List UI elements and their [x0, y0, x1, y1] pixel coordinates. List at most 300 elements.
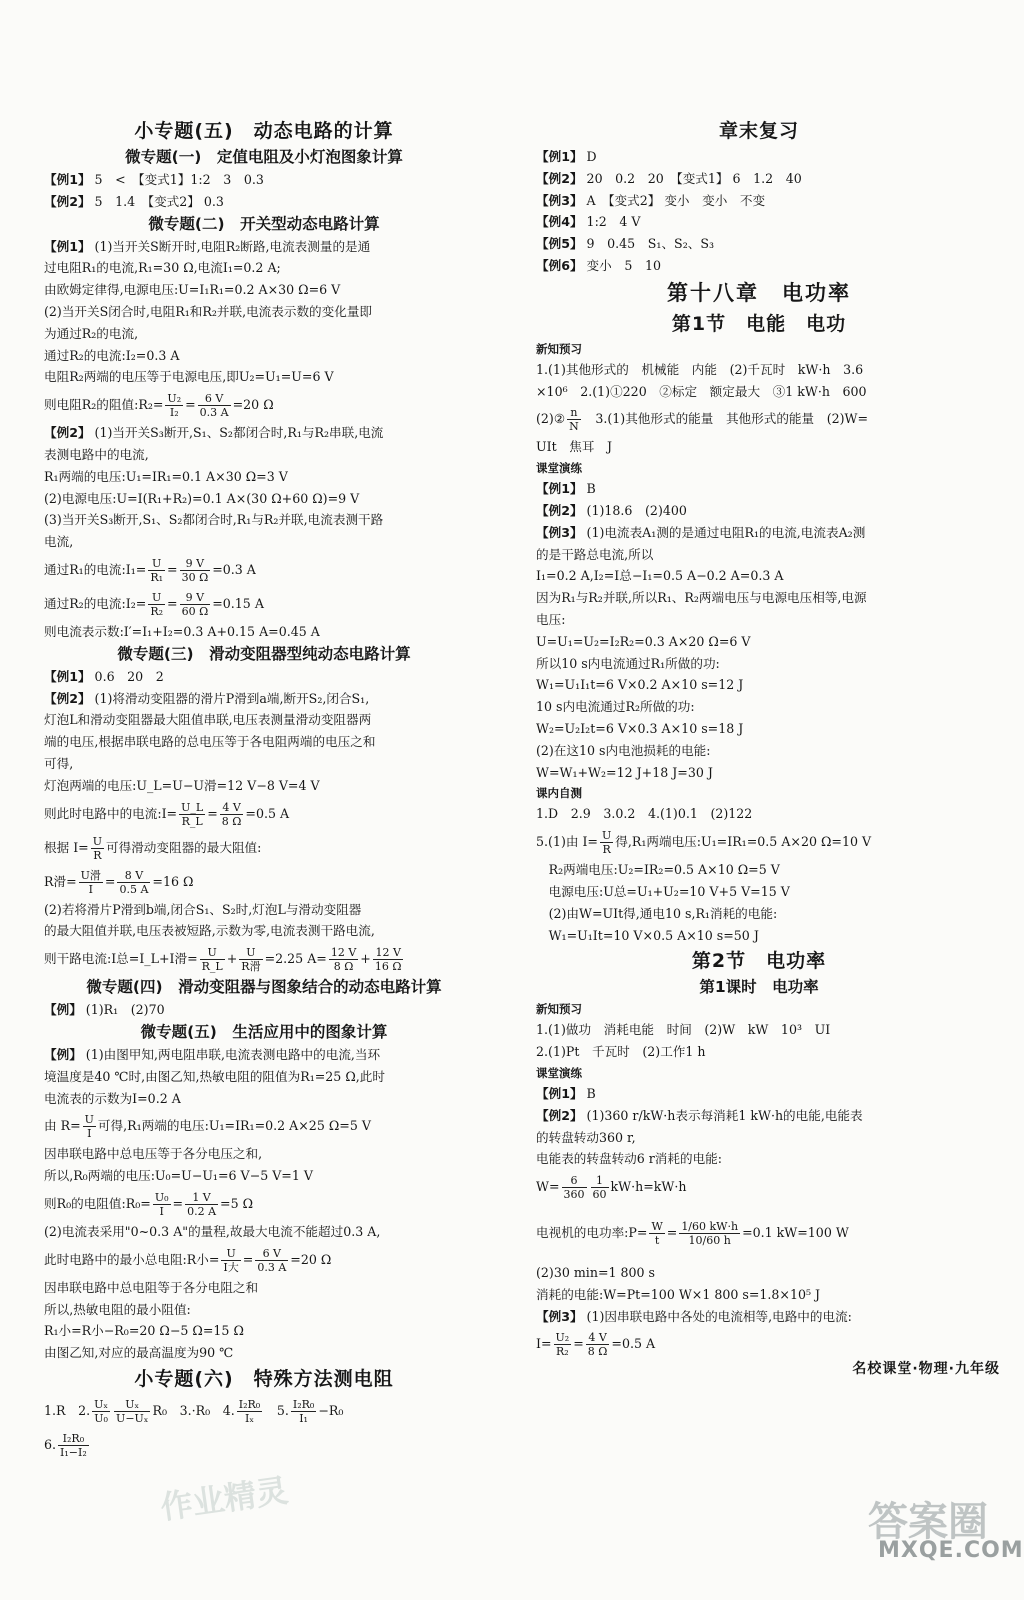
answer-line — [44, 587, 484, 621]
example-tag: 【例2】 — [44, 193, 91, 209]
answer-line — [536, 478, 982, 500]
fraction-denominator: R滑 — [241, 960, 261, 974]
answer-line — [44, 920, 484, 942]
fraction-numerator: Uₓ — [94, 1397, 109, 1411]
answer-line — [536, 544, 982, 566]
answer-line — [44, 775, 484, 797]
line-text: = — [167, 561, 178, 577]
line-text: 表测电路中的电流, — [44, 446, 149, 462]
line-text: (1)18.6 (2)400 — [582, 502, 687, 518]
fraction-numerator: U_L — [181, 800, 204, 814]
answer-line — [44, 831, 484, 865]
answer-line — [44, 1143, 484, 1165]
fraction-denominator: 0.2 A — [187, 1204, 217, 1218]
answer-line — [44, 1320, 484, 1342]
line-text: =20 Ω — [290, 1251, 332, 1267]
fraction — [148, 591, 165, 618]
line-text: 通过R₂的电流:I₂= — [44, 595, 147, 611]
line-text: =0.5 A — [245, 805, 290, 821]
line-text: 1.R 2. — [44, 1402, 91, 1418]
line-text: 可得, — [44, 755, 74, 771]
answer-line — [44, 1342, 484, 1364]
line-text: 电能表的转盘转动6 r消耗的电能: — [536, 1151, 722, 1167]
answer-line — [536, 359, 982, 381]
line-text: 所以10 s内电流通过R₁所做的功: — [536, 655, 720, 671]
answer-line — [536, 674, 982, 696]
answer-line — [44, 388, 484, 422]
fraction-denominator: 0.5 A — [119, 882, 149, 896]
example-tag: 【例5】 — [536, 236, 583, 252]
line-text: 则R₀的电阻值:R₀= — [44, 1195, 151, 1211]
fraction-numerator: U滑 — [80, 868, 101, 882]
line-text: 则电阻R₂的阻值:R₂= — [44, 397, 164, 413]
fraction-denominator: 8 Ω — [587, 1345, 608, 1359]
right-column — [536, 116, 982, 1361]
fraction-denominator: U−Uₓ — [116, 1411, 149, 1425]
line-text: W=W₁+W₂=12 J+18 J=30 J — [536, 764, 713, 780]
fraction-numerator: I₂R₀ — [58, 1432, 89, 1446]
line-text: 消耗的电能:W=Pt=100 W×1 800 s=1.8×10⁵ J — [536, 1286, 821, 1302]
example-tag: 【例2】 — [536, 502, 583, 518]
example-tag: 【例2】 — [44, 425, 91, 441]
line-text: (1)因串联电路中各处的电流相等,电路中的电流: — [582, 1308, 852, 1324]
example-tag: 【例1】 — [44, 238, 91, 254]
line-text: kW·h — [653, 1179, 687, 1195]
fraction-numerator: U — [200, 946, 225, 960]
answer-line — [44, 731, 484, 753]
fraction-denominator: I₁−I₂ — [60, 1445, 87, 1459]
fraction — [600, 829, 613, 856]
section-heading: 第1节 电能 电功 — [671, 312, 847, 335]
answer-line — [536, 255, 982, 277]
answer-line — [44, 323, 484, 345]
line-text: −R₀ — [318, 1402, 344, 1418]
fraction-numerator: 6 — [562, 1174, 587, 1188]
line-text: = — [172, 1195, 184, 1211]
answer-line — [44, 509, 484, 531]
line-text: 的最大阻值并联,电压表被短路,示数为零,电流表测干路电流, — [44, 923, 375, 939]
fraction — [649, 1220, 664, 1247]
answer-line — [44, 709, 484, 731]
answer-line — [536, 1148, 982, 1170]
fraction-denominator: R₂ — [150, 604, 164, 618]
answer-line — [536, 925, 982, 947]
line-text: B — [582, 481, 596, 497]
answer-line — [44, 422, 484, 444]
example-tag: 【例2】 — [44, 690, 91, 706]
section-heading: 章末复习 — [718, 120, 799, 142]
section-label: 课内自测 — [536, 786, 582, 801]
answer-line — [44, 236, 484, 258]
answer-line — [44, 191, 484, 213]
line-text: (2)在这10 s内电池损耗的电能: — [536, 742, 711, 758]
line-text: = — [104, 873, 116, 889]
footer-series-title: 名校课堂·物理·九年级 — [852, 1361, 1000, 1377]
line-text: 通过R₂的电流:I₂=0.3 A — [44, 347, 180, 363]
line-text: + — [226, 951, 238, 967]
answer-line — [44, 621, 484, 643]
example-tag: 【例1】 — [536, 149, 583, 164]
answer-line — [44, 1221, 484, 1243]
line-text: =5 Ω — [220, 1195, 254, 1211]
answer-line — [44, 899, 484, 921]
fraction-numerator: 12 V — [373, 946, 404, 960]
line-text: 由 R= — [44, 1118, 81, 1134]
answer-line — [536, 825, 982, 859]
answer-line — [536, 1306, 982, 1328]
fraction-numerator: 8 V — [117, 869, 150, 883]
line-text: 电流, — [44, 534, 74, 550]
line-text: 0.6 20 2 — [90, 668, 164, 684]
line-text: (2)电流表采用"0~0.3 A"的量程,故最大电流不能超过0.3 A, — [44, 1223, 381, 1239]
line-text: = — [242, 1251, 254, 1267]
fraction — [220, 801, 244, 828]
line-text: =20 Ω — [232, 397, 274, 413]
answer-line — [536, 653, 982, 675]
answer-line — [536, 881, 982, 903]
fraction — [562, 1174, 587, 1201]
fraction — [255, 1247, 288, 1274]
fraction-denominator: 16 Ω — [374, 960, 402, 974]
answer-line — [44, 1243, 484, 1277]
line-text: 所以,R₀两端的电压:U₀=U−U₁=6 V−5 V=1 V — [44, 1168, 313, 1184]
fraction-denominator: R_L — [201, 960, 223, 974]
answer-line — [536, 146, 982, 168]
fraction-numerator: U₂ — [167, 392, 182, 406]
answer-line — [44, 1109, 484, 1143]
fraction-denominator: 30 Ω — [181, 570, 209, 584]
line-text: = — [573, 1336, 584, 1352]
line-text: 所以,热敏电阻的最小阻值: — [44, 1301, 191, 1317]
answer-line — [536, 762, 982, 784]
line-text: (2)若将滑片P滑到b端,闭合S₁、S₂时,灯泡L与滑动变阻器 — [44, 901, 362, 917]
answer-line — [536, 740, 982, 762]
line-text: 则此时电路中的电流:I= — [44, 805, 178, 821]
answer-line — [44, 257, 484, 279]
fraction — [198, 392, 231, 419]
line-text: 的是干路总电流,所以 — [536, 546, 654, 562]
answer-line — [44, 865, 484, 899]
answer-line — [44, 753, 484, 775]
fraction-numerator: U — [92, 834, 102, 848]
line-text: (2)由W=UIt得,通电10 s,R₁消耗的电能: — [536, 905, 778, 921]
section-label: 新知预习 — [536, 341, 582, 356]
fraction — [221, 1247, 240, 1274]
answer-line — [44, 279, 484, 301]
line-text: 由欧姆定律得,电源电压:U=I₁R₁=0.2 A×30 Ω=6 V — [44, 282, 341, 298]
fraction — [83, 1113, 96, 1140]
fraction — [148, 557, 165, 584]
answer-line — [536, 587, 982, 609]
answer-line — [536, 1327, 982, 1361]
line-text: =0.5 A — [611, 1336, 656, 1352]
answer-line — [536, 718, 982, 740]
line-text: B — [582, 1085, 596, 1101]
section-heading: 微专题(三) 滑动变阻器型纯动态电路计算 — [117, 644, 411, 663]
line-text: 5 < 【变式1】1:2 3 0.3 — [90, 172, 264, 187]
fraction-denominator: 8 Ω — [333, 960, 354, 974]
fraction — [58, 1432, 89, 1459]
watermark-zuoye: 作业精灵 — [158, 1471, 291, 1527]
example-tag: 【例3】 — [536, 192, 583, 208]
fraction-denominator: U₀ — [94, 1411, 108, 1425]
answer-line — [536, 1204, 982, 1262]
line-text: (1)R₁ (2)70 — [81, 1002, 165, 1018]
fraction — [237, 1398, 262, 1425]
answer-line — [536, 609, 982, 631]
answer-line — [44, 1165, 484, 1187]
answer-line — [44, 1277, 484, 1299]
line-text: 因为R₁与R₂并联,所以R₁、R₂两端电压与电源电压相等,电源 — [536, 590, 867, 606]
example-tag: 【例3】 — [536, 524, 583, 540]
answer-line — [536, 1019, 982, 1041]
answer-line — [44, 688, 484, 710]
line-text: 10 s内电流通过R₂所做的功: — [536, 699, 695, 715]
fraction-numerator: 9 V — [180, 591, 211, 605]
fraction — [165, 392, 183, 419]
line-text: 因串联电路中总电压等于各分电压之和, — [44, 1146, 263, 1162]
answer-line — [536, 190, 982, 212]
fraction-denominator: I — [159, 1204, 164, 1218]
fraction-numerator: U — [601, 829, 612, 843]
line-text: (1)当开关S₃断开,S₁、S₂都闭合时,R₁与R₂串联,电流 — [90, 425, 384, 441]
fraction-denominator: N — [569, 420, 579, 434]
answer-line — [536, 436, 982, 458]
line-text: D — [582, 149, 597, 164]
line-text: 根据 I= — [44, 839, 89, 855]
line-text: (1)360 r/kW·h表示每消耗1 kW·h的电能,电能表 — [582, 1107, 863, 1123]
fraction — [185, 1191, 218, 1218]
line-text: kW·h= — [610, 1179, 654, 1195]
fraction-numerator: U — [239, 946, 262, 960]
example-tag: 【例1】 — [536, 1085, 583, 1101]
answer-line — [44, 1394, 484, 1428]
answer-line — [44, 301, 484, 323]
fraction-numerator: I₂R₀ — [238, 1397, 261, 1411]
watermark-url: MXQE.COM — [878, 1538, 1024, 1563]
answer-line — [44, 531, 484, 553]
fraction-numerator: n — [567, 406, 581, 420]
line-text: =0.3 A — [212, 561, 256, 577]
line-text: + — [360, 951, 371, 967]
section-heading: 第2节 电功率 — [691, 950, 827, 973]
fraction-denominator: R_L — [181, 814, 203, 828]
line-text: 2.(1)Pt 千瓦时 (2)工作1 h — [536, 1044, 706, 1060]
section-heading: 微专题(二) 开关型动态电路计算 — [148, 214, 380, 233]
line-text: =0.1 kW=100 W — [742, 1225, 849, 1241]
line-text: 电源电压:U总=U₁+U₂=10 V+5 V=15 V — [536, 883, 790, 899]
answer-line — [536, 903, 982, 925]
line-text: (2)电源电压:U=I(R₁+R₂)=0.1 A×(30 Ω+60 Ω)=9 V — [44, 490, 360, 506]
line-text: 得,R₁两端电压:U₁=IR₁=0.5 A×20 Ω=10 V — [615, 834, 872, 850]
line-text: R₁两端的电压:U₁=IR₁=0.1 A×30 Ω=3 V — [44, 468, 288, 484]
line-text: 电压: — [536, 611, 566, 627]
line-text: 可得滑动变阻器的最大阻值: — [106, 839, 262, 855]
fraction — [291, 1398, 316, 1425]
line-text: W= — [536, 1179, 560, 1195]
line-text: (2)② — [536, 411, 566, 427]
example-tag: 【例2】 — [536, 170, 583, 186]
fraction-numerator: U₀ — [154, 1190, 169, 1204]
line-text: 1.D 2.9 3.0.2 4.(1)0.1 (2)122 — [536, 806, 753, 822]
line-text: (2)30 min=1 800 s — [536, 1265, 656, 1281]
section-label: 课堂演练 — [536, 461, 582, 476]
line-text: ×10⁶ 2.(1)①220 ②标定 额定最大 ③1 kW·h 600 — [536, 383, 867, 399]
fraction-denominator: R — [602, 843, 611, 857]
line-text: 则干路电流:I总=I_L+I滑= — [44, 951, 198, 967]
answer-line — [536, 803, 982, 825]
line-text: 灯泡L和滑动变阻器最大阻值串联,电压表测量滑动变阻器两 — [44, 712, 372, 728]
fraction-numerator: 6 V — [255, 1247, 288, 1261]
fraction — [679, 1220, 740, 1247]
line-text: 1:2 4 V — [582, 214, 641, 230]
fraction-denominator: 60 Ω — [181, 604, 209, 618]
line-text: (1)将滑动变阻器的滑片P滑到a端,断开S₂,闭合S₁, — [90, 690, 370, 706]
answer-line — [44, 466, 484, 488]
example-tag: 【例】 — [44, 1046, 82, 1062]
fraction-denominator: 360 — [563, 1188, 585, 1202]
answer-line — [536, 1170, 982, 1204]
fraction-denominator: I₁ — [299, 1411, 308, 1425]
line-text: = — [207, 805, 218, 821]
line-text: I= — [536, 1336, 552, 1352]
answer-line — [44, 553, 484, 587]
fraction-numerator: U₂ — [555, 1331, 570, 1345]
answer-line — [44, 444, 484, 466]
section-heading: 微专题(五) 生活应用中的图象计算 — [140, 1022, 388, 1041]
line-text: = — [185, 397, 196, 413]
fraction-denominator: R₂ — [556, 1345, 569, 1359]
fraction — [153, 1191, 171, 1218]
fraction — [200, 946, 225, 973]
line-text: = — [666, 1225, 678, 1241]
line-text: (1)当开关S断开时,电阻R₂断路,电流表测量的是通 — [90, 238, 371, 254]
line-text: = — [316, 951, 327, 967]
answer-line — [536, 565, 982, 587]
fraction — [180, 591, 211, 618]
example-tag: 【例】 — [44, 1002, 82, 1018]
example-tag: 【例1】 — [44, 172, 91, 187]
answer-line — [44, 169, 484, 191]
answer-line — [536, 1127, 982, 1149]
fraction-numerator: U — [221, 1247, 240, 1261]
answer-line — [536, 1262, 982, 1284]
section-label: 课堂演练 — [536, 1065, 582, 1080]
fraction — [591, 1174, 609, 1201]
answer-line — [536, 402, 982, 436]
example-tag: 【例1】 — [44, 668, 91, 684]
fraction-denominator: R — [93, 848, 102, 862]
line-text: 则电流表示数:I′=I₁+I₂=0.3 A+0.15 A=0.45 A — [44, 623, 320, 639]
fraction — [329, 946, 358, 973]
line-text: 变小 5 10 — [582, 257, 661, 273]
section-heading: 小专题(六) 特殊方法测电阻 — [134, 1367, 394, 1390]
line-text: R滑= — [44, 873, 77, 889]
line-text: 6. — [44, 1436, 57, 1452]
fraction-numerator: 4 V — [220, 801, 244, 815]
line-text: I₁=0.2 A,I₂=I总−I₁=0.5 A−0.2 A=0.3 A — [536, 568, 784, 584]
fraction-denominator: Iₓ — [244, 1411, 254, 1425]
fraction-numerator: 1 V — [185, 1191, 218, 1205]
fraction-denominator: I₂ — [169, 406, 179, 420]
line-text: =16 Ω — [152, 873, 194, 889]
answer-line — [44, 999, 484, 1021]
fraction — [92, 1398, 110, 1425]
answer-line — [536, 211, 982, 233]
fraction-numerator: 1 — [591, 1174, 609, 1188]
left-column — [44, 116, 484, 1462]
fraction — [114, 1398, 150, 1425]
fraction — [586, 1331, 610, 1358]
fraction-numerator: Uₓ — [114, 1398, 150, 1412]
section-label: 新知预习 — [536, 1002, 582, 1017]
answer-line — [44, 1066, 484, 1088]
example-tag: 【例6】 — [536, 257, 583, 273]
fraction-numerator: 9 V — [180, 557, 211, 571]
fraction — [239, 946, 262, 973]
line-text: =2.25 A — [264, 951, 317, 967]
answer-line — [44, 666, 484, 688]
line-text: ·R₀ 4. — [191, 1402, 235, 1418]
fraction-denominator: I — [88, 882, 93, 896]
fraction-numerator: 4 V — [586, 1331, 610, 1345]
answer-line — [536, 500, 982, 522]
chapter-title: 第十八章 电功率 — [667, 280, 851, 305]
line-text: R₀ 3. — [152, 1402, 192, 1418]
line-text: W₁=U₁I₁t=6 V×0.2 A×10 s=12 J — [536, 677, 744, 693]
fraction-denominator: t — [654, 1234, 660, 1248]
fraction-numerator: 12 V — [330, 946, 357, 960]
answer-line — [44, 1428, 484, 1462]
answer-line — [44, 488, 484, 510]
answer-line — [536, 696, 982, 718]
line-text: 1.(1)其他形式的 机械能 内能 (2)千瓦时 kW·h 3.6 — [536, 361, 864, 377]
fraction — [180, 557, 211, 584]
answer-line — [44, 345, 484, 367]
fraction — [117, 869, 150, 896]
fraction-numerator: 1/60 kW·h — [681, 1220, 739, 1234]
line-text: 为通过R₂的电流, — [44, 325, 139, 341]
fraction-numerator: W — [651, 1220, 663, 1234]
line-text: 20 0.2 20 【变式1】 6 1.2 40 — [582, 170, 802, 186]
fraction-denominator: I大 — [223, 1260, 239, 1274]
line-text: 由图乙知,对应的最高温度为90 ℃ — [44, 1345, 234, 1361]
answer-line — [44, 366, 484, 388]
line-text: 5. — [264, 1402, 289, 1418]
section-heading: 第1课时 电功率 — [699, 978, 819, 997]
fraction — [179, 801, 205, 828]
line-text: 过电阻R₁的电流,R₁=30 Ω,电流I₁=0.2 A; — [44, 260, 281, 276]
line-text: 电阻R₂两端的电压等于电源电压,即U₂=U₁=U=6 V — [44, 369, 334, 385]
line-text: 电视机的电功率:P= — [536, 1225, 648, 1241]
line-text: A 【变式2】 变小 变小 不变 — [582, 192, 766, 208]
line-text: 的转盘转动360 r, — [536, 1129, 636, 1145]
answer-line — [44, 797, 484, 831]
section-heading: 小专题(五) 动态电路的计算 — [134, 120, 394, 142]
line-text: UIt 焦耳 J — [536, 439, 613, 455]
answer-line — [536, 522, 982, 544]
answer-line — [536, 859, 982, 881]
line-text: W₂=U₂I₂t=6 V×0.3 A×10 s=18 J — [536, 720, 744, 736]
fraction-denominator: 10/60 h — [688, 1234, 731, 1248]
line-text: 5 1.4 【变式2】 0.3 — [90, 193, 224, 209]
fraction — [567, 406, 581, 433]
line-text: R₁小=R小−R₀=20 Ω−5 Ω=15 Ω — [44, 1323, 244, 1339]
line-text: 端的电压,根据串联电路的总电压等于各电阻两端的电压之和 — [44, 734, 376, 750]
fraction-denominator: R₁ — [150, 570, 164, 584]
answer-line — [536, 381, 982, 403]
line-text: 因串联电路中总电阻等于各分电阻之和 — [44, 1279, 259, 1295]
